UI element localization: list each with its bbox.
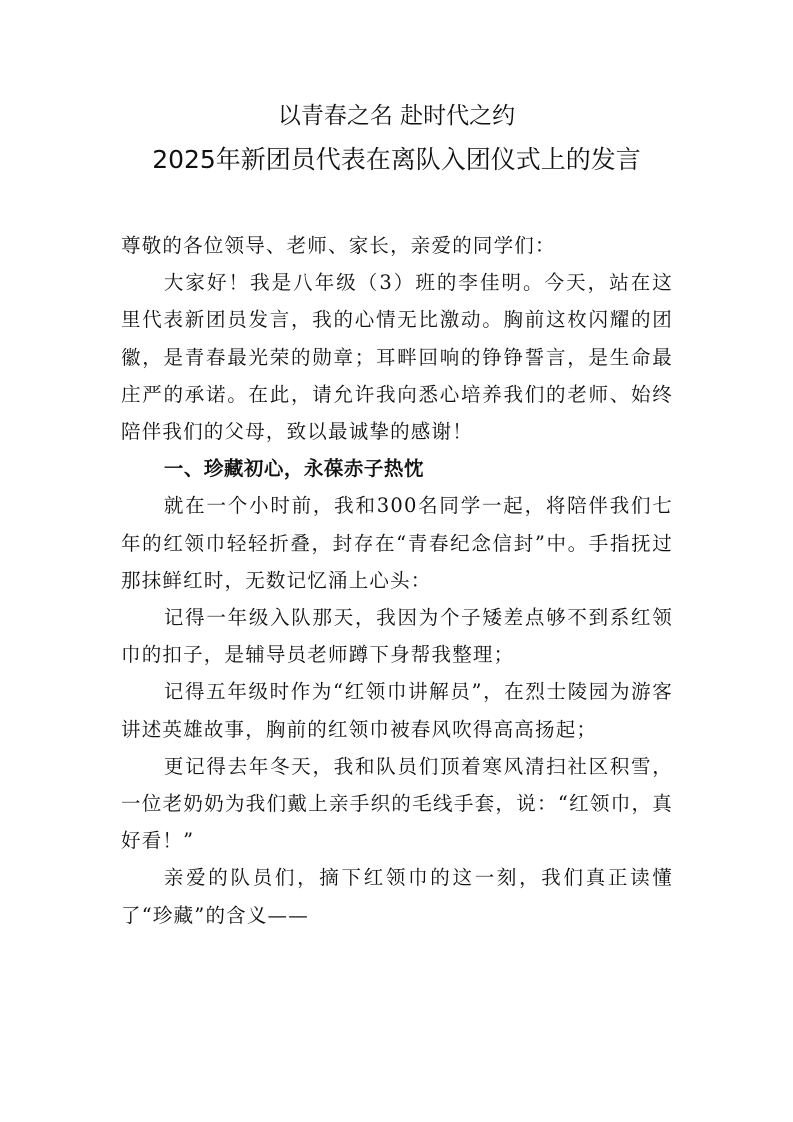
document-title-line1: 以青春之名 赴时代之约 [277,103,516,129]
paragraph: 亲爱的队员们，摘下红领巾的这一刻，我们真正读懂了“珍藏”的含义—— [121,866,673,927]
paragraph: 就在一个小时前，我和300名同学一起，将陪伴我们七年的红领巾轻轻折叠，封存在“青春纪念信封”中。手指抚过那抹鲜红时，无数记忆涌上心头： [121,494,673,592]
paragraph-intro: 大家好！我是八年级（3）班的李佳明。今天，站在这里代表新团员发言，我的心情无比激动。胸前这枚闪耀的团徽，是青春最光荣的勋章；耳畔回响的铮铮誓言，是生命最庄严的承诺。在此，请允许我向悉心培养我们的老师、始终陪伴我们的父母，致以最诚挚的感谢！ [121,271,673,444]
paragraph: 记得五年级时作为“红领巾讲解员”，在烈士陵园为游客讲述英雄故事，胸前的红领巾被春风吹得高高扬起； [121,680,673,741]
section-heading-1: 一、珍藏初心，永葆赤子热忱 [163,457,424,481]
salutation: 尊敬的各位领导、老师、家长，亲爱的同学们： [121,234,556,257]
document-title-line2: 2025年新团员代表在离队入团仪式上的发言 [152,145,641,174]
paragraph: 记得一年级入队那天，我因为个子矮差点够不到系红领巾的扣子，是辅导员老师蹲下身帮我整理； [121,606,673,667]
document-body [121,227,673,934]
paragraph: 更记得去年冬天，我和队员们顶着寒风清扫社区积雪，一位老奶奶为我们戴上亲手织的毛线手套，说：“红领巾，真好看！” [121,754,673,853]
